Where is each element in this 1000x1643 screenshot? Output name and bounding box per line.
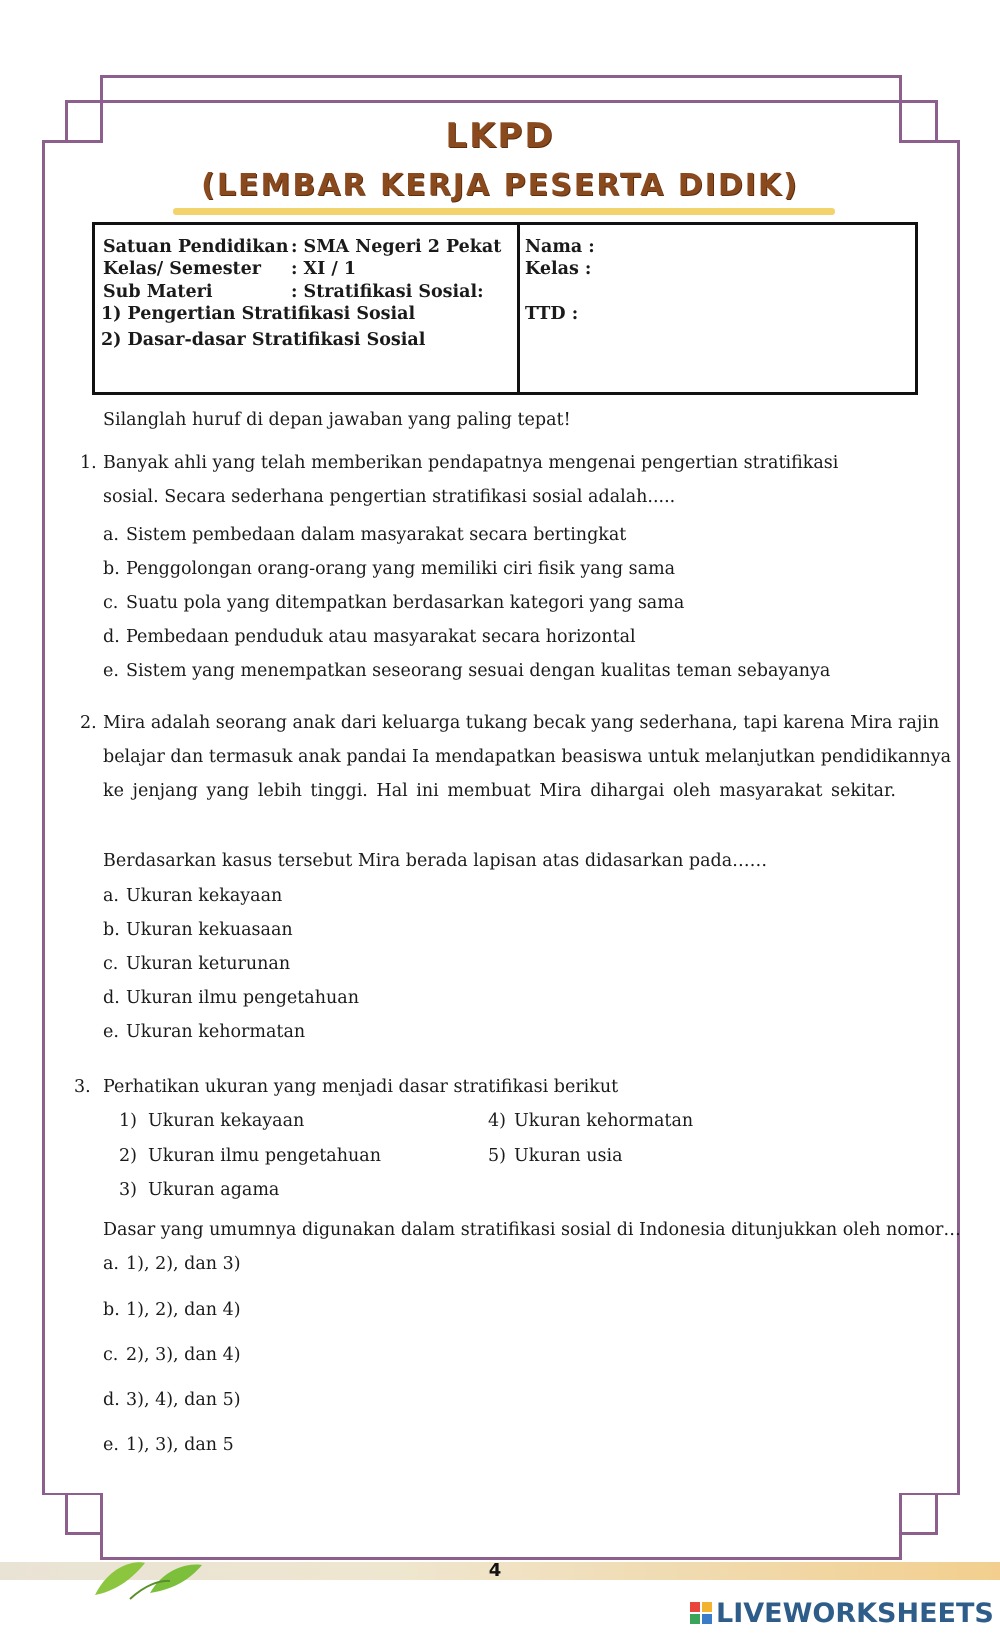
option-text: 1), 2), dan 3) [126,1254,241,1274]
option-text: Penggolongan orang-orang yang memiliki ciri fisik yang sama [126,559,676,579]
option-letter-a[interactable]: a. [103,1254,119,1274]
option-text: Pembedaan penduduk atau masyarakat secara horizontal [126,627,636,647]
question-text-line: Mira adalah seorang anak dari keluarga tukang becak yang sederhana, tapi karena Mira rajin [103,713,940,733]
nama-field[interactable]: Nama : [525,237,595,257]
list-item-text: Ukuran ilmu pengetahuan [148,1146,381,1166]
question-text-line: Banyak ahli yang telah memberikan pendapatnya mengenai pengertian stratifikasi [103,453,839,473]
topic-item: 2) Dasar-dasar Stratifikasi Sosial [101,330,426,350]
list-item-number: 4) [488,1111,506,1131]
option-text: Ukuran kekuasaan [126,920,293,940]
option-letter-b[interactable]: b. [103,920,120,940]
option-text: Ukuran kehormatan [126,1022,306,1042]
option-text: Sistem yang menempatkan seseorang sesuai dengan kualitas teman sebayanya [126,661,831,681]
leaf-icon [90,1555,220,1600]
option-text: 1), 3), dan 5 [126,1435,234,1455]
instruction-text: Silanglah huruf di depan jawaban yang paling tepat! [103,410,571,430]
option-letter-a[interactable]: a. [103,525,119,545]
question-text-line: ke jenjang yang lebih tinggi. Hal ini membuat Mira dihargai oleh masyarakat sekitar. [103,781,896,801]
ttd-field[interactable]: TTD : [525,304,579,324]
satuan-label: Satuan Pendidikan [103,237,289,257]
question-text-line: belajar dan termasuk anak pandai Ia mendapatkan beasiswa untuk melanjutkan pendidikannya [103,747,952,767]
question-number: 2. [80,713,97,733]
option-letter-a[interactable]: a. [103,886,119,906]
option-text: Sistem pembedaan dalam masyarakat secara bertingkat [126,525,627,545]
list-item-text: Ukuran kekayaan [148,1111,305,1131]
option-text: 3), 4), dan 5) [126,1390,241,1410]
kelas-semester-label: Kelas/ Semester [103,259,261,279]
title-underline [173,208,835,215]
list-item-number: 1) [119,1111,137,1131]
option-letter-e[interactable]: e. [103,1022,119,1042]
option-text: Ukuran ilmu pengetahuan [126,988,359,1008]
option-text: 2), 3), dan 4) [126,1345,241,1365]
list-item-text: Ukuran kehormatan [514,1111,694,1131]
option-letter-d[interactable]: d. [103,988,120,1008]
list-item-number: 2) [119,1146,137,1166]
option-text: Ukuran kekayaan [126,886,283,906]
kelas-semester-value: : XI / 1 [291,259,357,279]
option-letter-b[interactable]: b. [103,559,120,579]
sub-materi-label: Sub Materi [103,282,213,302]
question-number: 1. [80,453,97,473]
liveworksheets-icon [690,1602,712,1624]
question-text-line: sosial. Secara sederhana pengertian stratifikasi sosial adalah..... [103,487,676,507]
page-subtitle: (LEMBAR KERJA PESERTA DIDIK) [201,168,799,203]
option-text: Ukuran keturunan [126,954,291,974]
option-letter-c[interactable]: c. [103,1345,119,1365]
question-number: 3. [74,1077,91,1097]
option-text: Suatu pola yang ditempatkan berdasarkan kategori yang sama [126,593,685,613]
option-letter-b[interactable]: b. [103,1300,120,1320]
option-letter-c[interactable]: c. [103,593,119,613]
page-title: LKPD [445,116,555,156]
satuan-value: : SMA Negeri 2 Pekat [291,237,502,257]
brand-name: LIVEWORKSHEETS [716,1597,994,1629]
list-item-number: 3) [119,1180,137,1200]
question-prompt: Berdasarkan kasus tersebut Mira berada lapisan atas didasarkan pada…… [103,851,768,871]
option-text: 1), 2), dan 4) [126,1300,241,1320]
option-letter-d[interactable]: d. [103,627,120,647]
page-number: 4 [488,1560,502,1581]
option-letter-e[interactable]: e. [103,661,119,681]
sub-materi-value: : Stratifikasi Sosial: [291,282,484,302]
list-item-text: Ukuran agama [148,1180,280,1200]
kelas-field[interactable]: Kelas : [525,259,592,279]
list-item-number: 5) [488,1146,506,1166]
question-text-line: Perhatikan ukuran yang menjadi dasar stratifikasi berikut [103,1077,619,1097]
list-item-text: Ukuran usia [514,1146,623,1166]
liveworksheets-logo[interactable] [690,1596,994,1630]
option-letter-d[interactable]: d. [103,1390,120,1410]
option-letter-e[interactable]: e. [103,1435,119,1455]
identity-box-divider [517,225,520,392]
option-letter-c[interactable]: c. [103,954,119,974]
question-prompt: Dasar yang umumnya digunakan dalam stratifikasi sosial di Indonesia ditunjukkan oleh nomor… [103,1220,961,1240]
topic-item: 1) Pengertian Stratifikasi Sosial [101,304,416,324]
